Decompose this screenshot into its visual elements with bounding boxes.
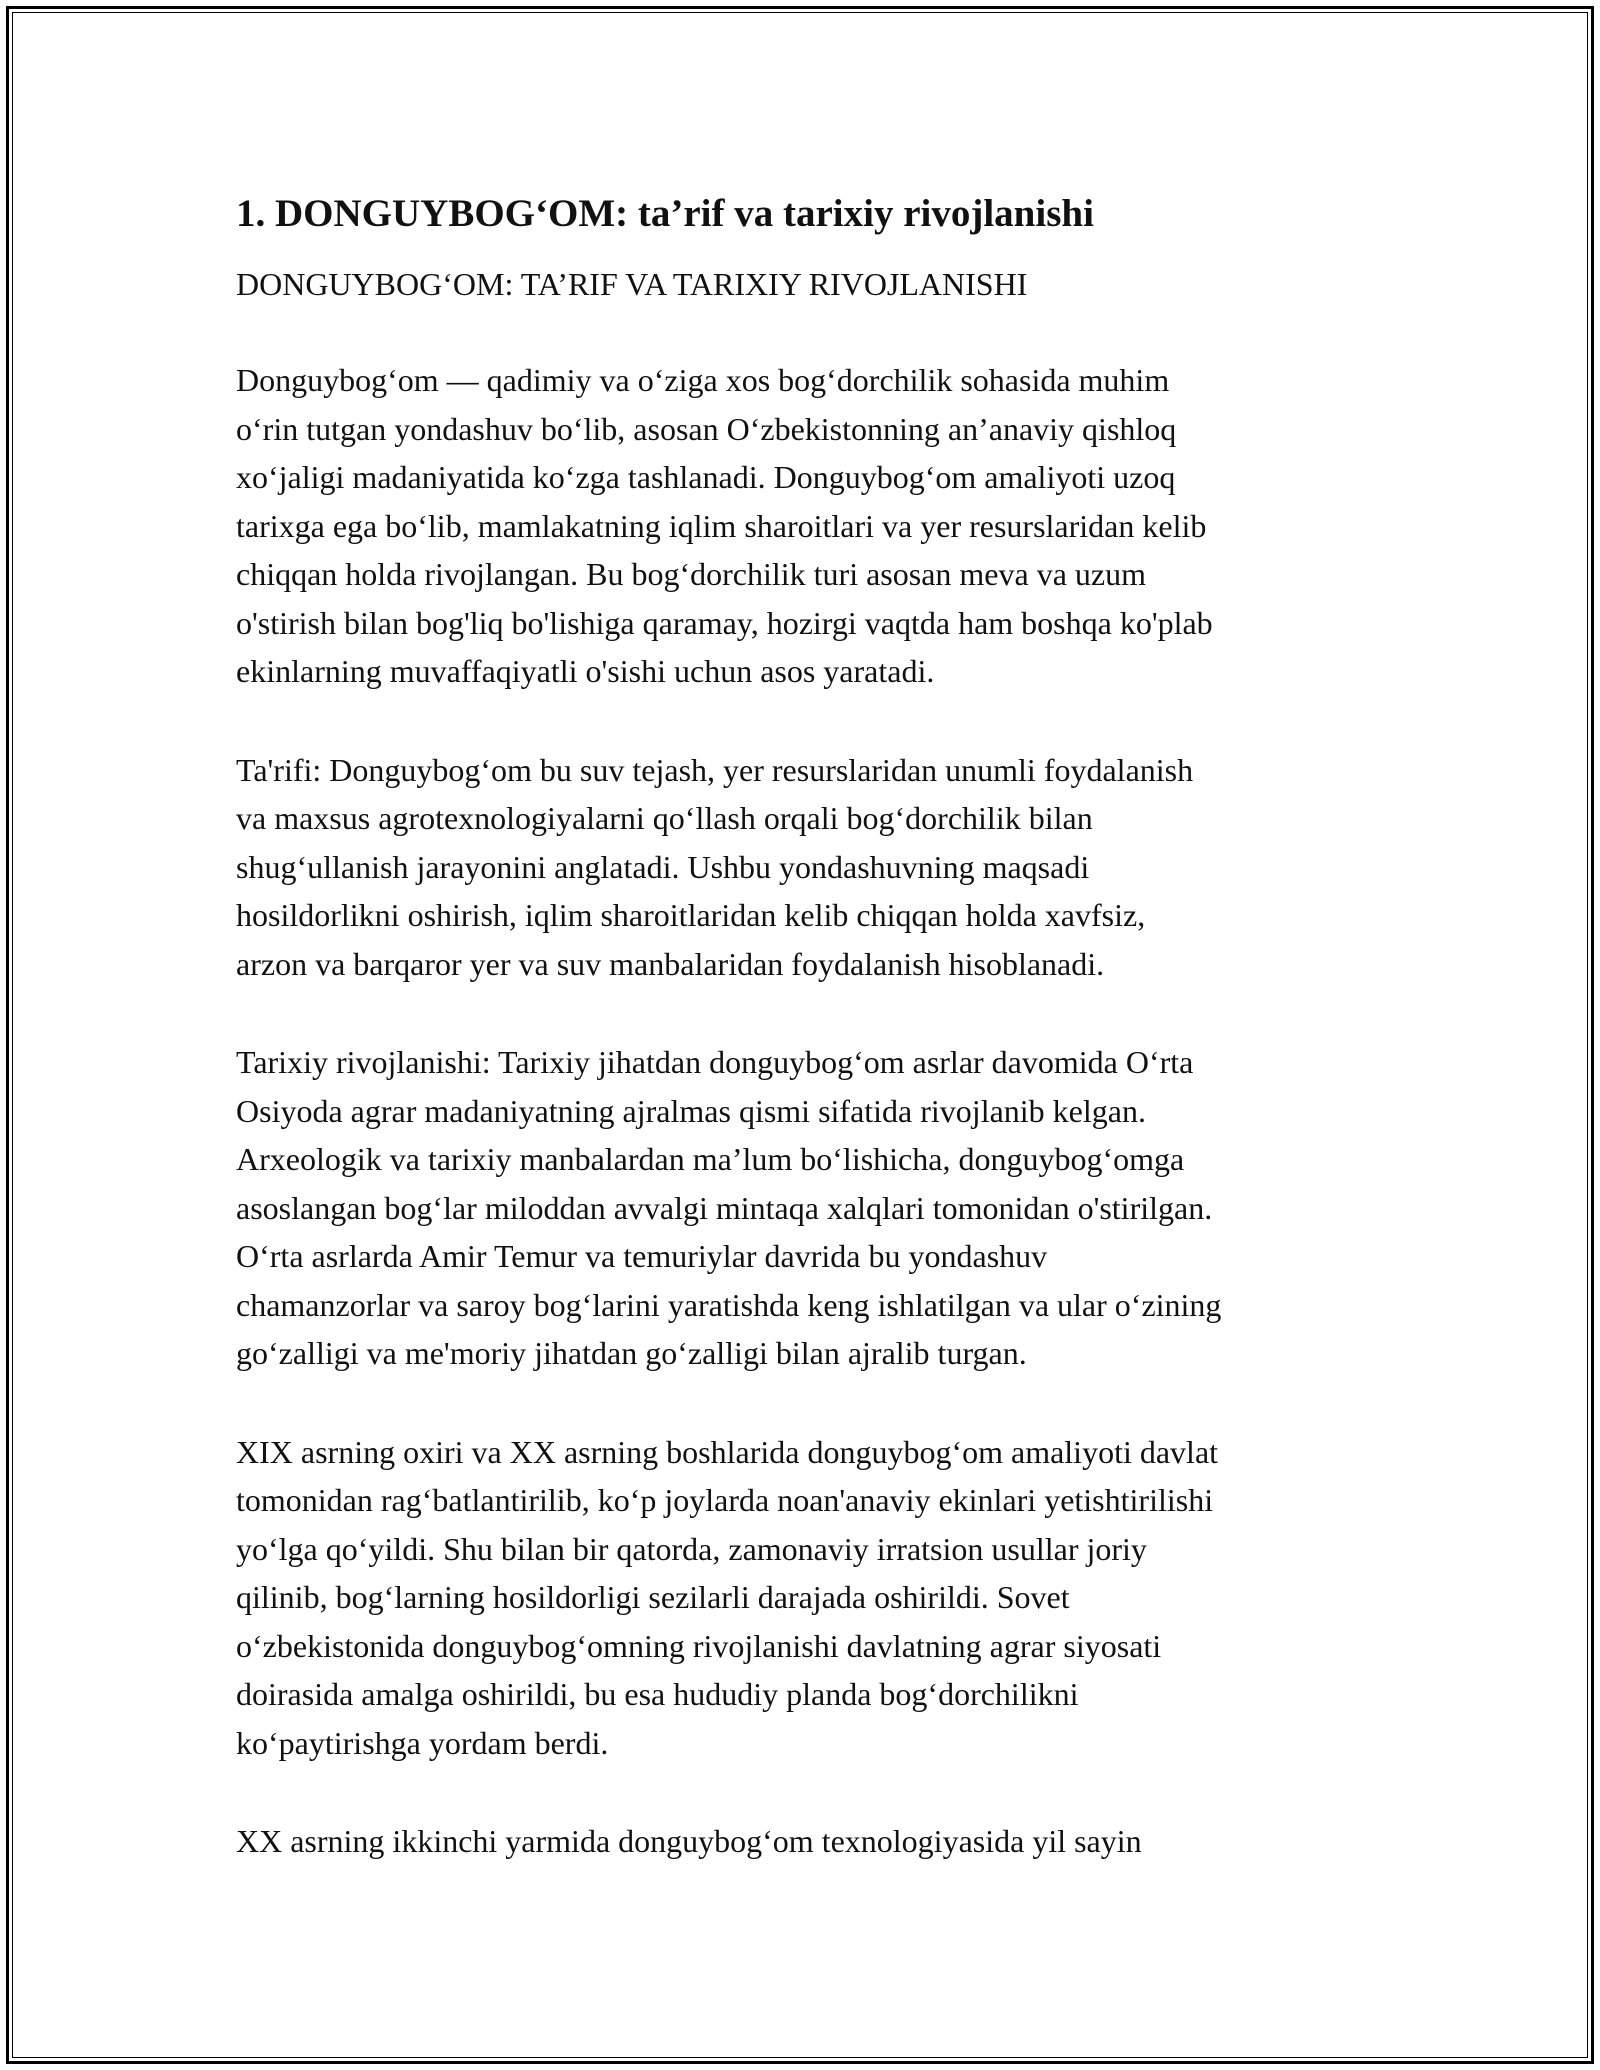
- text-line: shug‘ullanish jarayonini anglatadi. Ushbu yondashuvning maqsadi: [236, 848, 1090, 885]
- paragraph-introduction: [236, 356, 1376, 696]
- text-line: o‘rin tutgan yondashuv bo‘lib, asosan O‘zbekistonning an’anaviy qishloq: [236, 410, 1177, 447]
- text-line: tomonidan rag‘batlantirilib, ko‘p joylarda noan'anaviy ekinlari yetishtirilishi: [236, 1482, 1214, 1518]
- text-line: xo‘jaligi madaniyatida ko‘zga tashlanadi. Donguybog‘om amaliyoti uzoq: [236, 459, 1176, 495]
- text-line: arzon va barqaror yer va suv manbalaridan foydalanish hisoblanadi.: [236, 945, 1105, 982]
- text-line: doirasida amalga oshirildi, bu esa hududiy planda bog‘dorchilikni: [236, 1676, 1079, 1712]
- text-line: tarixga ega bo‘lib, mamlakatning iqlim sharoitlari va yer resurslaridan kelib: [236, 507, 1207, 544]
- text-line: yo‘lga qo‘yildi. Shu bilan bir qatorda, zamonaviy irratsion usullar joriy: [236, 1530, 1147, 1567]
- text-line: ko‘paytirishga yordam berdi.: [236, 1724, 609, 1761]
- text-line: Tarixiy rivojlanishi: Tarixiy jihatdan donguybog‘om asrlar davomida O‘rta: [236, 1044, 1194, 1080]
- text-line: Arxeologik va tarixiy manbalardan ma’lum bo‘lishicha, donguybog‘omga: [236, 1141, 1185, 1177]
- text-line: chiqqan holda rivojlangan. Bu bog‘dorchilik turi asosan meva va uzum: [236, 556, 1146, 592]
- text-line: Donguybog‘om — qadimiy va o‘ziga xos bog‘dorchilik sohasida muhim: [236, 362, 1170, 398]
- text-line: o'stirish bilan bog'liq bo'lishiga qaramay, hozirgi vaqtda ham boshqa ko'plab: [236, 604, 1213, 641]
- document-subtitle: DONGUYBOG‘OM: TA’RIF VA TARIXIY RIVOJLANISHI: [236, 266, 1028, 302]
- text-line: XIX asrning oxiri va XX asrning boshlarida donguybog‘om amaliyoti davlat: [236, 1433, 1219, 1470]
- paragraph-definition: [236, 746, 1376, 989]
- document-title: 1. DONGUYBOG‘OM: ta’rif va tarixiy rivojlanishi: [236, 192, 1094, 235]
- document-body: [236, 188, 1376, 1866]
- paragraph-historical-development: [236, 1038, 1376, 1378]
- text-line: ekinlarning muvaffaqiyatli o'sishi uchun asos yaratadi.: [236, 653, 935, 689]
- text-line: chamanzorlar va saroy bog‘larini yaratishda keng ishlatilgan va ular o‘zining: [236, 1286, 1222, 1323]
- paragraph-20th-century-second-half: [236, 1817, 1376, 1866]
- text-line: o‘zbekistonida donguybog‘omning rivojlanishi davlatning agrar siyosati: [236, 1627, 1162, 1664]
- text-line: qilinib, bog‘larning hosildorligi sezilarli darajada oshirildi. Sovet: [236, 1579, 1070, 1615]
- text-line: va maxsus agrotexnologiyalarni qo‘llash orqali bog‘dorchilik bilan: [236, 800, 1093, 836]
- text-line: asoslangan bog‘lar miloddan avvalgi mintaqa xalqlari tomonidan o'stirilgan.: [236, 1189, 1213, 1226]
- text-line: go‘zalligi va me'moriy jihatdan go‘zalligi bilan ajralib turgan.: [236, 1335, 1027, 1371]
- text-line: XX asrning ikkinchi yarmida donguybog‘om texnologiyasida yil sayin: [236, 1823, 1142, 1859]
- text-line: Ta'rifi: Donguybog‘om bu suv tejash, yer resurslaridan unumli foydalanish: [236, 751, 1194, 788]
- text-line: Osiyoda agrar madaniyatning ajralmas qismi sifatida rivojlanib kelgan.: [236, 1092, 1146, 1129]
- text-line: O‘rta asrlarda Amir Temur va temuriylar davrida bu yondashuv: [236, 1238, 1048, 1274]
- text-line: hosildorlikni oshirish, iqlim sharoitlaridan kelib chiqqan holda xavfsiz,: [236, 897, 1146, 933]
- paragraph-19th-20th-century: [236, 1428, 1376, 1768]
